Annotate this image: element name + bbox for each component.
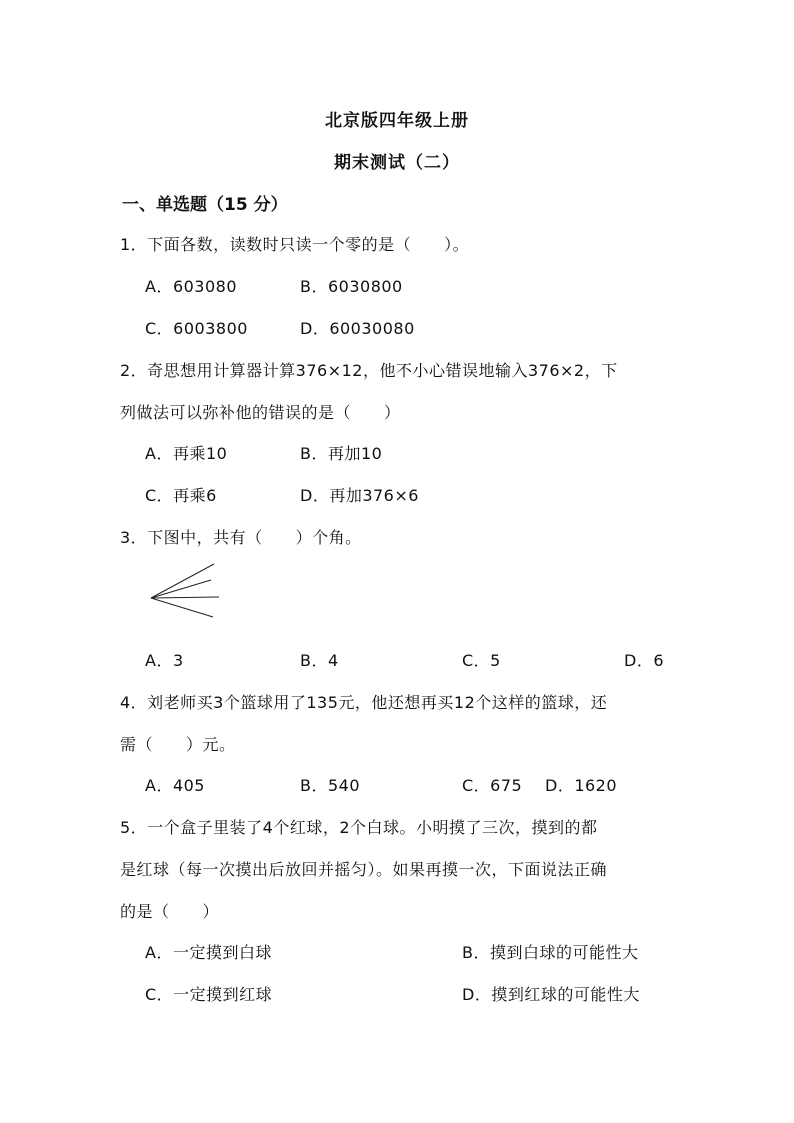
question-3-option-d: D．6 bbox=[624, 651, 665, 670]
question-2-option-b: B．再加10 bbox=[300, 444, 383, 463]
question-4-text-line-2: 需（ ）元。 bbox=[120, 735, 236, 754]
question-5-option-a: A．一定摸到白球 bbox=[145, 943, 272, 962]
question-5-text-line-2: 是红球（每一次摸出后放回并摇匀）。如果再摸一次，下面说法正确 bbox=[120, 860, 608, 879]
question-2-option-c: C．再乘6 bbox=[145, 486, 217, 505]
question-4-text-line-1: 4．刘老师买3个篮球用了135元，他还想再买12个这样的篮球，还 bbox=[120, 693, 608, 712]
section-heading: 一、单选题（15 分） bbox=[122, 195, 288, 215]
question-2-text-line-1: 2．奇思想用计算器计算376×12，他不小心错误地输入376×2，下 bbox=[120, 361, 618, 380]
angle-rays-figure bbox=[145, 560, 225, 624]
question-1-option-b: B．6030800 bbox=[300, 277, 403, 296]
page-subtitle: 期末测试（二） bbox=[334, 153, 460, 173]
question-1-option-a: A．603080 bbox=[145, 277, 238, 296]
question-4-option-a: A．405 bbox=[145, 776, 205, 795]
question-3-option-a: A．3 bbox=[145, 651, 184, 670]
question-4-option-c: C．675 bbox=[462, 776, 523, 795]
ray-2 bbox=[151, 580, 211, 598]
page-title: 北京版四年级上册 bbox=[325, 111, 469, 131]
question-3-option-c: C．5 bbox=[462, 651, 501, 670]
question-5-option-d: D．摸到红球的可能性大 bbox=[462, 985, 640, 1004]
question-2-option-d: D．再加376×6 bbox=[300, 486, 419, 505]
ray-4 bbox=[151, 598, 213, 617]
question-2-option-a: A．再乘10 bbox=[145, 444, 228, 463]
question-1-option-d: D．60030080 bbox=[300, 319, 415, 338]
question-5-text-line-3: 的是（ ） bbox=[120, 902, 220, 921]
question-3-text: 3．下图中，共有（ ）个角。 bbox=[120, 528, 362, 547]
question-1-option-c: C．6003800 bbox=[145, 319, 248, 338]
question-4-option-d: D．1620 bbox=[545, 776, 618, 795]
question-5-option-c: C．一定摸到红球 bbox=[145, 985, 273, 1004]
question-4-option-b: B．540 bbox=[300, 776, 361, 795]
ray-3 bbox=[151, 597, 219, 598]
question-1-text: 1．下面各数，读数时只读一个零的是（ ）。 bbox=[120, 235, 470, 254]
question-5-text-line-1: 5．一个盒子里装了4个红球，2个白球。小明摸了三次，摸到的都 bbox=[120, 818, 598, 837]
ray-1 bbox=[151, 564, 214, 598]
question-3-option-b: B．4 bbox=[300, 651, 339, 670]
question-5-option-b: B．摸到白球的可能性大 bbox=[462, 943, 639, 962]
question-2-text-line-2: 列做法可以弥补他的错误的是（ ） bbox=[120, 403, 401, 422]
